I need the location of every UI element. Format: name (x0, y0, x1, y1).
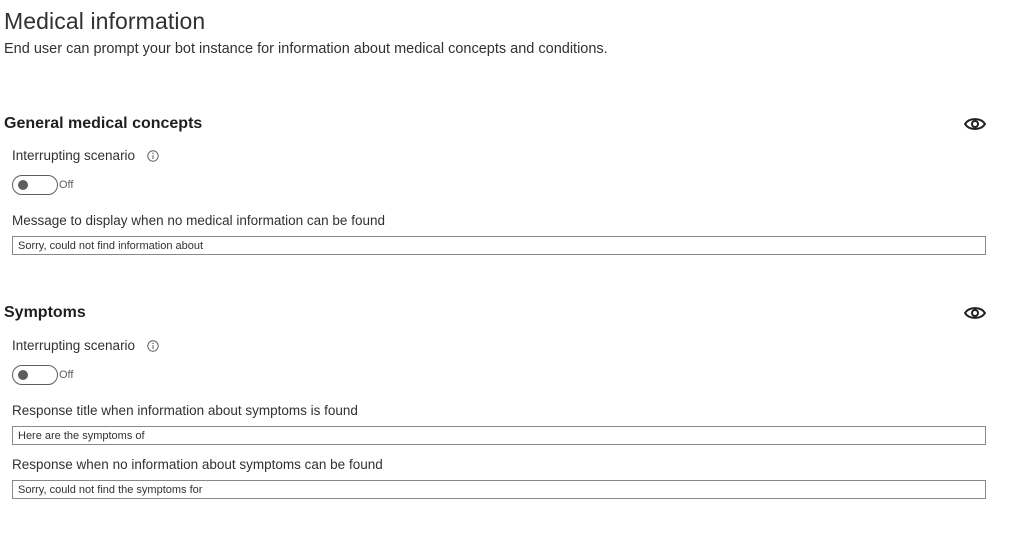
eye-icon[interactable] (964, 117, 986, 131)
no-info-message-input[interactable] (12, 236, 986, 255)
section-title-symptoms: Symptoms (4, 304, 86, 321)
page-description: End user can prompt your bot instance for information about medical concepts and conditions. (4, 41, 608, 57)
toggle-knob (18, 180, 28, 190)
interrupting-scenario-label: Interrupting scenario (12, 148, 136, 163)
page-title: Medical information (4, 8, 206, 34)
symptoms-found-title-label: Response title when information about symptoms is found (12, 403, 358, 418)
section-title-general-medical-concepts: General medical concepts (4, 115, 203, 132)
symptoms-not-found-input[interactable] (12, 480, 986, 499)
symptoms-not-found-label: Response when no information about symptoms can be found (12, 457, 383, 472)
interrupting-scenario-label: Interrupting scenario (12, 338, 136, 353)
toggle-state-label: Off (59, 369, 74, 381)
toggle-state-label: Off (59, 179, 74, 191)
interrupting-scenario-toggle[interactable] (12, 365, 58, 385)
toggle-knob (18, 370, 28, 380)
info-icon[interactable] (147, 340, 159, 352)
symptoms-found-title-input[interactable] (12, 426, 986, 445)
info-icon[interactable] (147, 150, 159, 162)
interrupting-scenario-toggle[interactable] (12, 175, 58, 195)
eye-icon[interactable] (964, 306, 986, 320)
no-info-message-label: Message to display when no medical information can be found (12, 213, 385, 228)
